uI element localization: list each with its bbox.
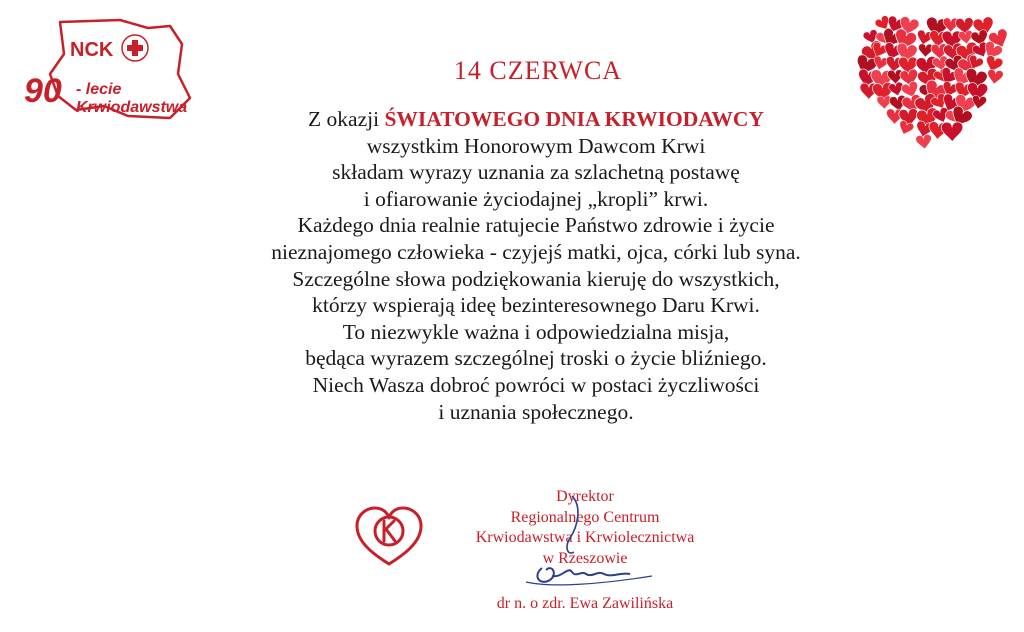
body-line: którzy wspierają ideę bezinteresownego Daru Krwi. — [312, 293, 760, 318]
signature-line: w Rzeszowie — [542, 549, 628, 567]
logo-krwiodawstwa-text: Krwiodawstwa — [76, 99, 188, 116]
body-line: nieznajomego człowieka - czyjejś matki, ojca, córki lub syna. — [271, 239, 801, 264]
signature-title: Dyrektor — [556, 488, 614, 505]
k-heart-logo — [353, 504, 425, 568]
date-heading: 14 CZERWCA — [453, 56, 623, 85]
message-body — [200, 106, 872, 425]
small-heart-icon — [941, 122, 963, 142]
body-line: wszystkim Honorowym Dawcom Krwi — [366, 133, 706, 158]
logo-90-text: 90 — [24, 72, 62, 110]
signature-line: Regionalnego Centrum — [510, 508, 660, 526]
body-line: Szczególne słowa podziękowania kieruję do wszystkich, — [292, 266, 780, 291]
world-blood-donor-day-highlight: ŚWIATOWEGO DNIA KRWIODAWCY — [384, 107, 764, 131]
body-line: i uznania społecznego. — [438, 399, 634, 424]
logo-brand-text: NCK — [70, 39, 114, 61]
body-line: Każdego dnia realnie ratujecie Państwo zdrowie i życie — [297, 213, 775, 238]
intro-prefix: Z okazji — [308, 107, 385, 131]
body-line: Niech Wasza dobroć powróci w postaci życzliwości — [312, 372, 760, 397]
handwritten-signature — [512, 486, 662, 596]
intro-line — [200, 106, 872, 133]
body-line: i ofiarowanie życiodajnej „kropli” krwi. — [363, 186, 709, 211]
small-heart-icon — [915, 134, 932, 150]
body-line: To niezwykle ważna i odpowiedzialna misja, — [342, 319, 730, 344]
body-line: składam wyrazy uznania za szlachetną postawę — [332, 160, 740, 185]
logo-lecie-text: - lecie — [76, 81, 122, 98]
body-line: będąca wyrazem szczególnej troski o życie bliźniego. — [305, 346, 767, 371]
small-heart-icon — [877, 96, 892, 110]
signature-line: Krwiodawstwa i Krwiolecznictwa — [475, 529, 695, 546]
signer-name: dr n. o zdr. Ewa Zawilińska — [496, 595, 674, 612]
